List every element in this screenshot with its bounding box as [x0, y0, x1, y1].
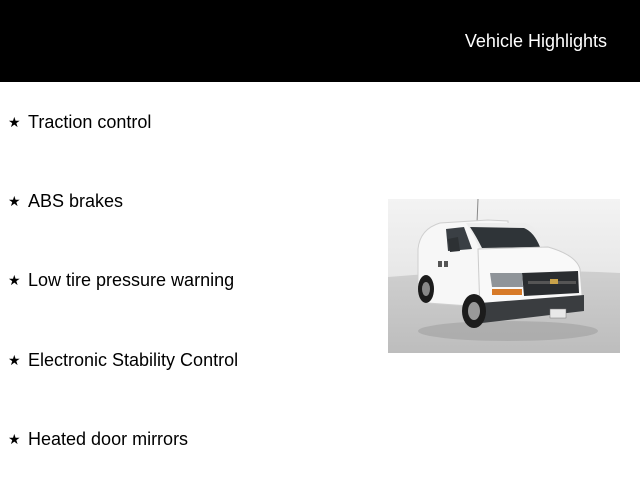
- feature-label: Electronic Stability Control: [28, 350, 239, 370]
- feature-label: Traction control: [28, 112, 152, 132]
- star-icon: ★: [8, 193, 21, 209]
- feature-label: Low tire pressure warning: [28, 270, 235, 290]
- van-image: [388, 199, 620, 353]
- vehicle-photo: [388, 199, 620, 353]
- header-bar: [0, 0, 640, 82]
- list-item: [8, 110, 151, 134]
- star-icon: ★: [8, 431, 21, 447]
- star-icon: ★: [8, 114, 21, 130]
- list-item: [8, 348, 238, 372]
- list-item: [8, 427, 188, 451]
- page-title: Vehicle Highlights: [464, 31, 607, 51]
- list-item: [8, 189, 123, 213]
- list-item: [8, 268, 234, 292]
- feature-label: Heated door mirrors: [28, 429, 189, 449]
- star-icon: ★: [8, 352, 21, 368]
- feature-list: [0, 82, 380, 480]
- feature-label: ABS brakes: [28, 191, 124, 211]
- star-icon: ★: [8, 272, 21, 288]
